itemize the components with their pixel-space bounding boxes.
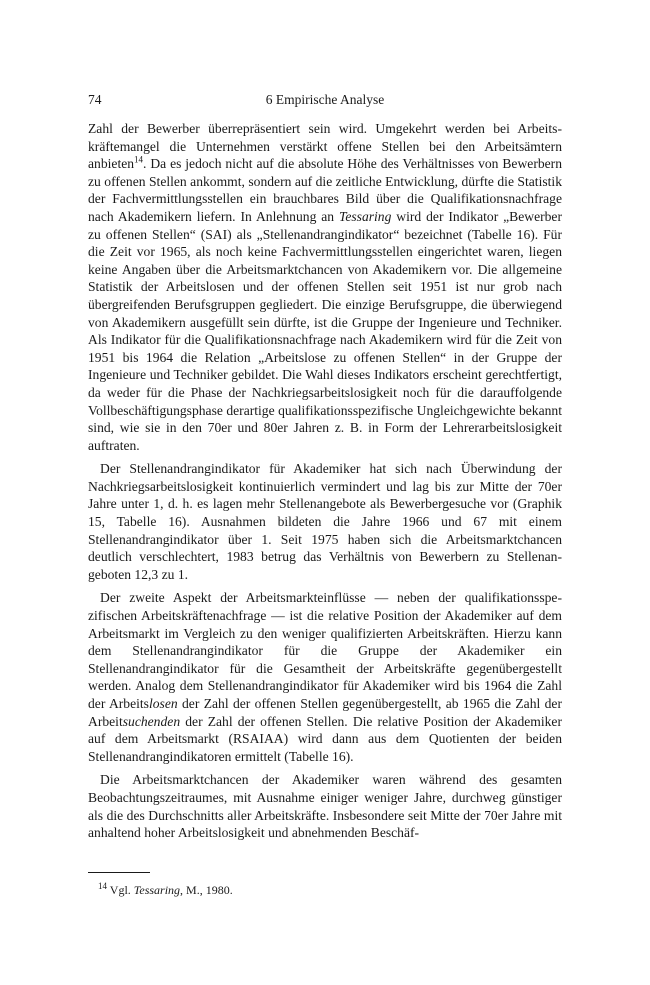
page-number: 74: [88, 92, 102, 107]
footnote-separator: [88, 872, 150, 873]
footnote-marker: 14: [98, 881, 107, 891]
text-segment: wird der Indikator „Bewerber zu offenen Stellen“ (SAI) als „Stellenandrangindikator“ bezeichnet (Tabelle 16). Für die Zeit vor 1965, als noch keine Fachvermittlungsstellen eingerichtet waren, liegen keine Angaben über die Arbeitsmarktchancen von Akademikern vor. Die allgemeine Statistik der Arbeitslosen und der offenen Stellen seit 1951 ist nur grob nach übergreifenden Berufsgruppen gegliedert. Die einzige Berufsgruppe, die überwiegend von Akademikern ausgefüllt sein dürfte, ist die Gruppe der Ingenieure und Techniker. Als Indikator für die Qualifikationsnachfrage nach Akademikern wird für die Zeit von 1951 bis 1964 die Relation „Arbeitslose zu offenen Stellen“ in der Gruppe der Ingenieure und Techniker gebildet. Die Wahl dieses Indikators erscheint gerechtfertigt, da weder für die Phase der Nachkriegsarbeitslosigkeit noch für die darauffolgende Vollbeschäftigungsphase derartige qualifikationsspezifische Ungleichgewichte bekannt sind, wie sie in den 70er und 80er Jahren z. B. in Form der Lehrerarbeitslosigkeit auftraten.: [88, 208, 562, 453]
text-segment: Die Arbeitsmarktchancen der Akademiker waren während des gesamten Beobachtungszeitraumes, mit Ausnahme einiger weniger Jahre, durchweg günstiger als die des Durchschnitts aller Arbeitskräfte. Insbesondere seit Mitte der 70er Jahre mit anhaltend hoher Arbeitslosigkeit und abnehmenden Beschäf-: [88, 772, 562, 841]
footnote-prefix: Vgl.: [107, 883, 134, 897]
footnote: [98, 882, 233, 898]
text-segment: Der Stellenandrangindikator für Akademiker hat sich nach Überwindung der Nachkriegsarbeitslosigkeit kontinuierlich vermindert und lag bis zur Mitte der 70er Jahre unter 1, d. h. es lagen mehr Stellenangebote als Bewerbergesuche vor (Graphik 15, Tabelle 16). Ausnahmen bildeten die Jahre 1966 und 67 mit einem Stellenandrangindikator über 1. Seit 1975 haben sich die Arbeitsmarktchancen deutlich verschlechtert, 1983 betrug das Verhältnis von Bewerbern zu Stellenangeboten 12,3 zu 1.: [88, 461, 562, 582]
paragraph: [88, 589, 562, 765]
chapter-title: 6 Empirische Analyse: [265, 92, 385, 107]
footnote-suffix: , M., 1980.: [180, 883, 233, 897]
body-text: [88, 120, 562, 842]
paragraph: [88, 460, 562, 583]
text-segment: der Zahl der offenen Stellen gegenübergestellt, ab 1965 die Zahl der Arbeit: [88, 696, 562, 729]
footnote-author: Tessaring: [133, 883, 181, 897]
paragraph: [88, 120, 562, 454]
emphasized-text: Tessaring: [339, 208, 392, 224]
emphasized-text: losen: [148, 696, 178, 711]
emphasized-text: suchenden: [122, 713, 181, 729]
text-segment: der Zahl der offenen Stellen. Die relative Position der Akademiker auf dem Arbeitsmarkt (RSAIAA) wird dann aus dem Quotienten der beiden Stellenandrangindikatoren ermittelt (Tabelle 16).: [88, 713, 562, 764]
running-header: [88, 91, 562, 109]
text-segment: Zahl der Bewerber überrepräsentiert sein wird. Umgekehrt werden bei Arbeitskräftemangel die Unternehmen verstärkt offene Stellen bei den Arbeitsämtern anbieten: [88, 121, 562, 172]
footnote-reference: 14: [134, 154, 144, 165]
text-segment: . Da es jedoch nicht auf die absolute Höhe des Verhältnisses von Bewerbern zu offenen Stellen ankommt, sondern auf die zeitliche Entwicklung, dürfte die Statistik der Fachvermittlungsstellen ein brauchbares Bild über die Qualifikationsnachfrage nach Akademikern liefern. In Anlehnung an: [88, 156, 562, 224]
paragraph: [88, 771, 562, 841]
text-segment: Der zweite Aspekt der Arbeitsmarkteinflüsse — neben der qualifikationsspezifischen Arbeitskräftenachfrage — ist die relative Position der Akademiker auf dem Arbeitsmarkt im Vergleich zu den weniger qualifizierten Arbeitskräften. Hierzu kann dem Stellenandrangindikator für die Gruppe der Akademiker ein Stellenandrangindikator für die Gesamtheit der Arbeitskräfte gegenübergestellt werden. Analog dem Stellenandrangindikator für Akademiker wird bis 1964 die Zahl der Arbeits: [88, 590, 562, 711]
